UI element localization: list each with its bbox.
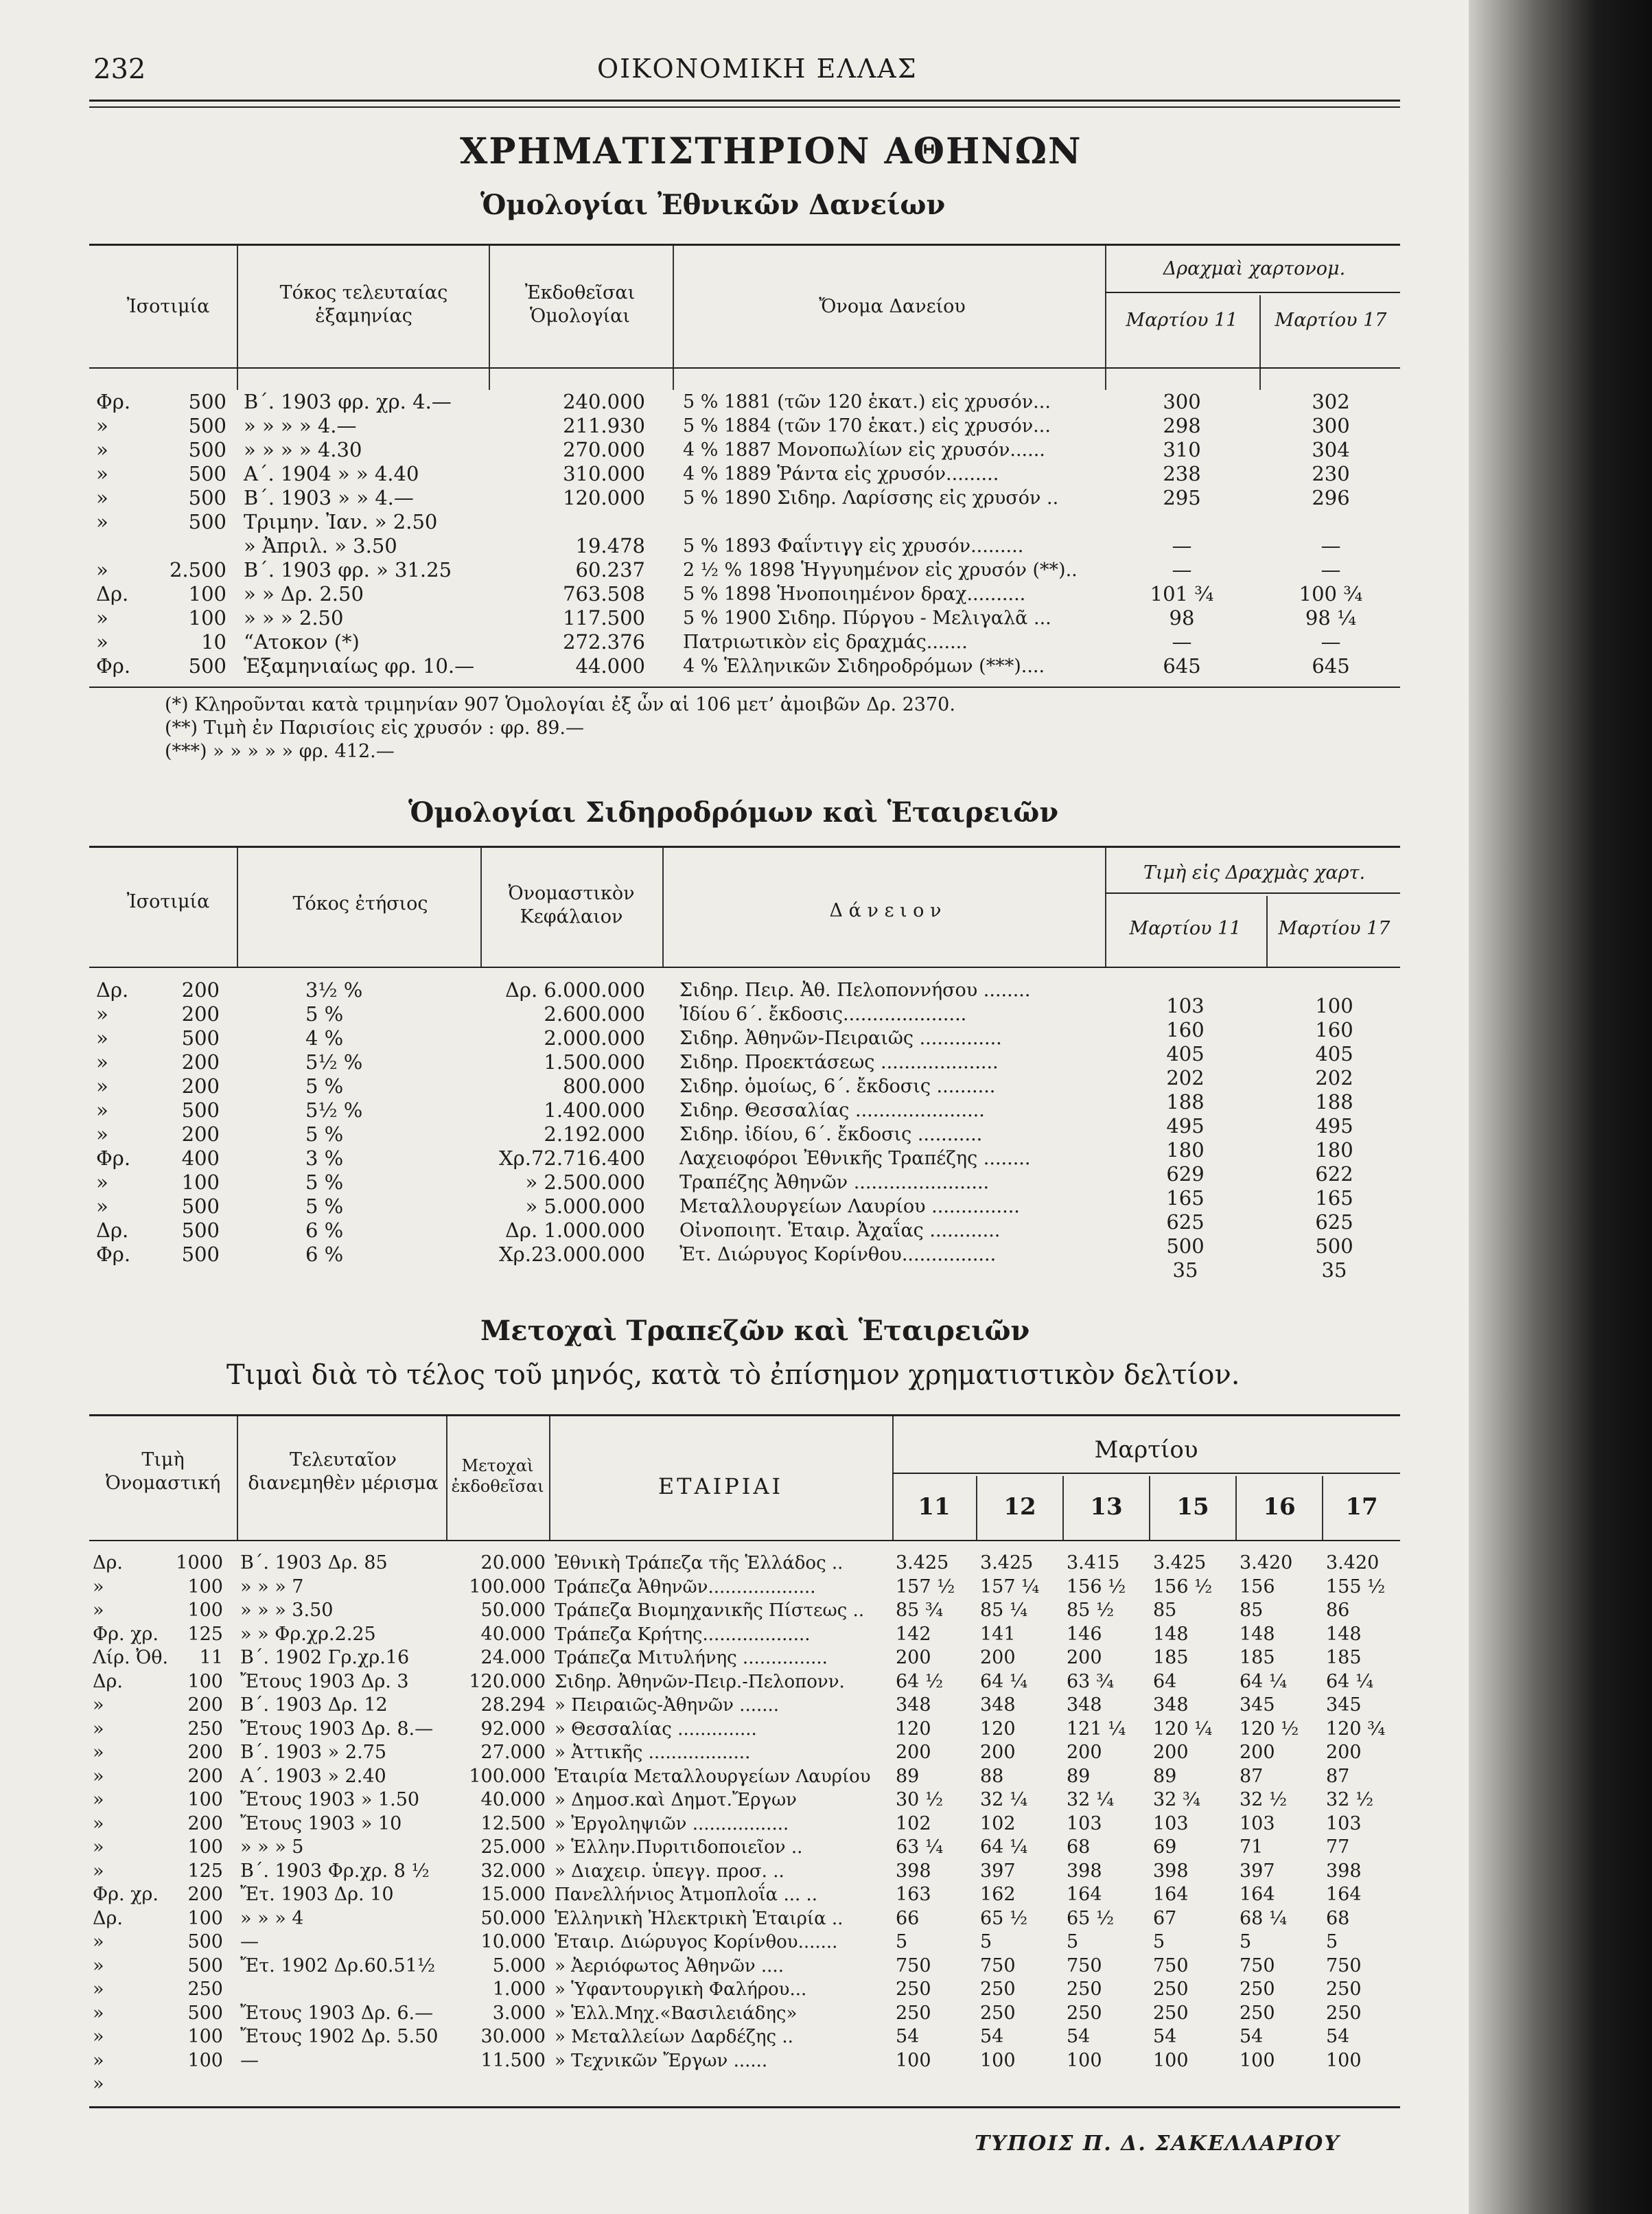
s2-h-kef: Ὀνομαστικὸν Κεφάλαιον: [508, 883, 635, 927]
section2-title: Ὁμολογίαι Σιδηροδρόμων καὶ Ἑταιρειῶν: [408, 796, 1059, 829]
s1-h-tokos: Τόκος τελευταίας ἑξαμηνίας: [279, 282, 448, 327]
s2-top-rule: [89, 846, 1400, 848]
s3-col-d15: 3.425 156 ½ 85 148 185 64 348 120 ¼ 200 89 32 ¾ 103 69 398 164 67 5 750 250 250 54 100: [1153, 1552, 1213, 2071]
s2-col-kefalaion: Δρ. 6.000.000 2.600.000 2.000.000 1.500.000 800.000 1.400.000 2.192.000 Χρ.72.716.400 » 2.500.000 » 5.000.000 Δρ. 1.000.000 Χρ.23.000.000: [499, 978, 645, 1266]
header-rule: [89, 100, 1400, 102]
s3-h-etairiai: ΕΤΑΙΡΙΑΙ: [658, 1473, 784, 1499]
s2-vline: [662, 848, 664, 968]
s1-col-amount: 500 500 500 500 500 500 2.500 100 100 10 500: [169, 390, 226, 678]
s3-vline: [237, 1416, 238, 1540]
s3-header-rule: [89, 1540, 1400, 1541]
s3-h-d11: 11: [918, 1493, 951, 1521]
s2-vline: [237, 848, 238, 968]
s3-col-etairiai: Ἐθνικὴ Τράπεζα τῆς Ἑλλάδος .. Τράπεζα Ἀθηνῶν................... Τράπεζα Βιομηχανικῆς Πίστεως .. Τράπεζα Κρήτης................... Τράπεζα Μιτυλήνης ............... Σιδηρ. Ἀθηνῶν-Πειρ.-Πελοπονν. » Πειραιῶς-Ἀθηνῶν ....... » Θεσσαλίας .............. » Ἀττικῆς .................. Ἑταιρία Μεταλλουργείων Λαυρίου » Δημοσ.καὶ Δημοτ.Ἔργων » Ἐργοληψιῶν ................. » Ἑλλην.Πυριτιδοποιεῖον .. » Διαχειρ. ὑπεγγ. προσ. .. Πανελλήνιος Ἀτμοπλοΐα ... .. Ἑλληνικὴ Ἠλεκτρικὴ Ἑταιρία .. Ἑταιρ. Διώρυγος Κορίνθου....... » Ἀεριόφωτος Ἀθηνῶν .... » Ὑφαντουργικὴ Φαλήρου... » Ἑλλ.Μηχ.«Βασιλειάδης» » Μεταλλείων Δαρδέζης .. » Τεχνικῶν Ἔργων ......: [555, 1553, 871, 2071]
s1-header-rule: [89, 367, 1400, 369]
s1-col-onoma: 5 % 1881 (τῶν 120 ἑκατ.) εἰς χρυσόν... 5 % 1884 (τῶν 170 ἑκατ.) εἰς χρυσόν... 4 % 1887 Μονοπωλίων εἰς χρυσόν...... 4 % 1889 Ῥάντα εἰς χρυσόν......... 5 % 1890 Σιδηρ. Λαρίσσης εἰς χρυσόν .. 5 % 1893 Φαΐντιγγ εἰς χρυσόν......... 2 ½ % 1898 Ἡγγυημένον εἰς χρυσόν (**).. 5 % 1898 Ἡνοποιημένον δραχ.......... 5 % 1900 Σιδηρ. Πύργου - Μελιγαλᾶ ... Πατριωτικὸν εἰς δραχμάς....... 4 % Ἑλληνικῶν Σιδηροδρόμων (***)....: [683, 391, 1078, 677]
s3-h-teleut: Τελευταῖον διανεμηθὲν μέρισμα: [248, 1449, 439, 1494]
s3-h-d13: 13: [1090, 1493, 1123, 1521]
s2-col-mar11: 103 160 405 202 188 495 180 629 165 625 500 35: [1166, 994, 1205, 1282]
s3-bottom-rule: [89, 2106, 1400, 2108]
page-title: ΧΡΗΜΑΤΙΣΤΗΡΙΟΝ ΑΘΗΝΩΝ: [460, 130, 1082, 172]
s3-h-group: Μαρτίου: [1094, 1436, 1198, 1464]
s1-h-isotimia: Ἰσοτιμία: [126, 296, 210, 317]
s1-h-group: Δραχμαὶ χαρτονομ.: [1163, 258, 1346, 279]
s2-vline: [1105, 848, 1106, 968]
s1-top-rule: [89, 244, 1400, 246]
s3-h-d12: 12: [1003, 1493, 1036, 1521]
section1-title: Ὁμολογίαι Ἐθνικῶν Δανείων: [480, 189, 946, 221]
s3-col-metoxai: 20.000 100.000 50.000 40.000 24.000 120.000 28.294 92.000 27.000 100.000 40.000 12.500 25.000 32.000 15.000 50.000 10.000 5.000 1.000 3.000 30.000 11.500: [469, 1552, 546, 2071]
s3-h-d15: 15: [1176, 1493, 1209, 1521]
s1-col-ekdothisai: 240.000 211.930 270.000 310.000 120.000 19.478 60.237 763.508 117.500 272.376 44.000: [563, 390, 645, 678]
s3-group-rule: [892, 1473, 1400, 1474]
s1-col-mar11: 300 298 310 238 295 — — 101 ¾ 98 — 645: [1150, 390, 1214, 678]
s1-footnotes: (*) Κληροῦνται κατὰ τριμηνίαν 907 Ὁμολογίαι ἐξ ὧν αἱ 106 μετ’ ἀμοιβῶν Δρ. 2370. (**) Τιμὴ ἐν Παρισίοις εἰς χρυσόν : φρ. 89.— (***) » » » » » φρ. 412.—: [165, 694, 955, 762]
s2-col-currency: Δρ. » » » » » » Φρ. » » Δρ. Φρ.: [96, 978, 131, 1266]
s3-vline: [892, 1416, 894, 1540]
s3-col-amount: 1000 100 100 125 11 100 200 250 200 200 100 200 100 125 200 100 500 500 250 500 100 100: [176, 1552, 223, 2071]
s1-group-rule: [1105, 292, 1400, 293]
s1-vline: [1259, 295, 1261, 390]
page-number: 232: [93, 54, 146, 85]
s2-h-group: Τιμὴ εἰς Δραχμὰς χαρτ.: [1143, 862, 1366, 884]
s2-vline: [480, 848, 482, 968]
s1-h-d1: Μαρτίου 11: [1126, 310, 1238, 331]
s2-h-d1: Μαρτίου 11: [1129, 918, 1242, 939]
s2-col-mar17: 100 160 405 202 188 495 180 622 165 625 500 35: [1315, 994, 1353, 1282]
s1-bottom-rule: [89, 687, 1400, 688]
book-spine-shadow: [1469, 0, 1652, 2214]
s3-vline: [549, 1416, 550, 1540]
header-rule-2: [89, 106, 1400, 108]
section3-subtitle: Τιμαὶ διὰ τὸ τέλος τοῦ μηνός, κατὰ τὸ ἐπίσημον χρηματιστικὸν δελτίον.: [226, 1359, 1240, 1391]
s2-h-d2: Μαρτίου 17: [1278, 918, 1391, 939]
s3-col-currency: Δρ. » » Φρ. χρ. Λίρ. Ὀθ. Δρ. » » » » » » » » Φρ. χρ. Δρ. » » » » » » »: [93, 1552, 169, 2095]
s1-col-tokos: Β΄. 1903 φρ. χρ. 4.— » » » » 4.— » » » » 4.30 Α΄. 1904 » » 4.40 Β΄. 1903 » » 4.— Τριμην. Ἰαν. » 2.50 » Ἀπριλ. » 3.50 Β΄. 1903 φρ. » 31.25 » » Δρ. 2.50 » » » 2.50 “Ατοκον (*) Ἑξαμηνιαίως φρ. 10.—: [244, 390, 475, 678]
s3-col-d12: 3.425 157 ¼ 85 ¼ 141 200 64 ¼ 348 120 200 88 32 ¼ 102 64 ¼ 397 162 65 ½ 5 750 250 250 54 100: [980, 1552, 1040, 2071]
s3-col-teleut: Β΄. 1903 Δρ. 85 » » » 7 » » » 3.50 » » Φρ.χρ.2.25 Β΄. 1902 Γρ.χρ.16 Ἔτους 1903 Δρ. 3 Β΄. 1903 Δρ. 12 Ἔτους 1903 Δρ. 8.— Β΄. 1903 » 2.75 Α΄. 1903 » 2.40 Ἔτους 1903 » 1.50 Ἔτους 1903 » 10 » » » 5 Β΄. 1903 Φρ.χρ. 8 ½ Ἔτ. 1903 Δρ. 10 » » » 4 — Ἔτ. 1902 Δρ.60.51½ Ἔτους 1903 Δρ. 6.— Ἔτους 1902 Δρ. 5.50 —: [240, 1552, 439, 2071]
s3-col-d17: 3.420 155 ½ 86 148 185 64 ¼ 345 120 ¾ 200 87 32 ½ 103 77 398 164 68 5 750 250 250 54 100: [1326, 1552, 1386, 2071]
s2-col-daneion: Σιδηρ. Πειρ. Ἀθ. Πελοποννήσου ........ Ἰδίου 6΄. ἔκδοσις..................... Σιδηρ. Ἀθηνῶν-Πειραιῶς .............. Σιδηρ. Προεκτάσεως .................... Σιδηρ. ὁμοίως, 6΄. ἔκδοσις .......... Σιδηρ. Θεσσαλίας ...................... Σιδηρ. ἰδίου, 6΄. ἔκδοσις ........... Λαχειοφόροι Ἐθνικῆς Τραπέζης ........ Τραπέζης Ἀθηνῶν ....................... Μεταλλουργείων Λαυρίου ............... Οἰνοποιητ. Ἑταιρ. Ἀχαΐας ............ Ἐτ. Διώρυγος Κορίνθου................: [679, 980, 1031, 1265]
s3-h-metoxai: Μετοχαὶ ἐκδοθεῖσαι: [451, 1456, 544, 1496]
s2-col-tokos: 3½ % 5 % 4 % 5½ % 5 % 5½ % 5 % 3 % 5 % 5 % 6 % 6 %: [305, 978, 363, 1266]
s1-h-ekdothisai: Ἐκδοθεῖσαι Ὁμολογίαι: [524, 282, 636, 327]
s2-vline: [1266, 896, 1268, 968]
s2-group-rule: [1105, 892, 1400, 894]
s1-h-onoma: Ὄνομα Δανείου: [819, 296, 966, 317]
s3-h-d17: 17: [1345, 1493, 1378, 1521]
s1-col-mar17: 302 300 304 230 296 — — 100 ¾ 98 ¼ — 645: [1299, 390, 1363, 678]
s3-h-timi: Τιμὴ Ὀνομαστική: [105, 1449, 221, 1494]
s2-col-amount: 200 200 500 200 200 500 200 400 100 500 500 500: [181, 978, 220, 1266]
s2-h-daneion: Δ ά ν ε ι ο ν: [829, 900, 942, 921]
section3-title: Μετοχαὶ Τραπεζῶν καὶ Ἑταιρειῶν: [480, 1315, 1030, 1347]
s3-col-d13: 3.415 156 ½ 85 ½ 146 200 63 ¾ 348 121 ¼ 200 89 32 ¼ 103 68 398 164 65 ½ 5 750 250 250 54 100: [1067, 1552, 1126, 2071]
running-title: ΟΙΚΟΝΟΜΙΚΗ ΕΛΛΑΣ: [597, 54, 918, 84]
printer-imprint: ΤΥΠΟΙΣ Π. Δ. ΣΑΚΕΛΛΑΡΙΟΥ: [975, 2132, 1340, 2156]
s2-h-isotimia: Ἰσοτιμία: [126, 891, 210, 912]
s1-col-currency: Φρ. » » » » » » Δρ. » » Φρ.: [96, 390, 131, 678]
s2-header-rule: [89, 967, 1400, 968]
s3-h-d16: 16: [1263, 1493, 1296, 1521]
s3-col-d16: 3.420 156 85 148 185 64 ¼ 345 120 ½ 200 87 32 ½ 103 71 397 164 68 ¼ 5 750 250 250 54 100: [1240, 1552, 1299, 2071]
s2-h-tokos: Τόκος ἐτήσιος: [292, 893, 428, 914]
s3-col-d11: 3.425 157 ½ 85 ¾ 142 200 64 ½ 348 120 200 89 30 ½ 102 63 ¼ 398 163 66 5 750 250 250 54 100: [896, 1552, 955, 2071]
s1-h-d2: Μαρτίου 17: [1275, 310, 1387, 331]
s3-top-rule: [89, 1414, 1400, 1416]
